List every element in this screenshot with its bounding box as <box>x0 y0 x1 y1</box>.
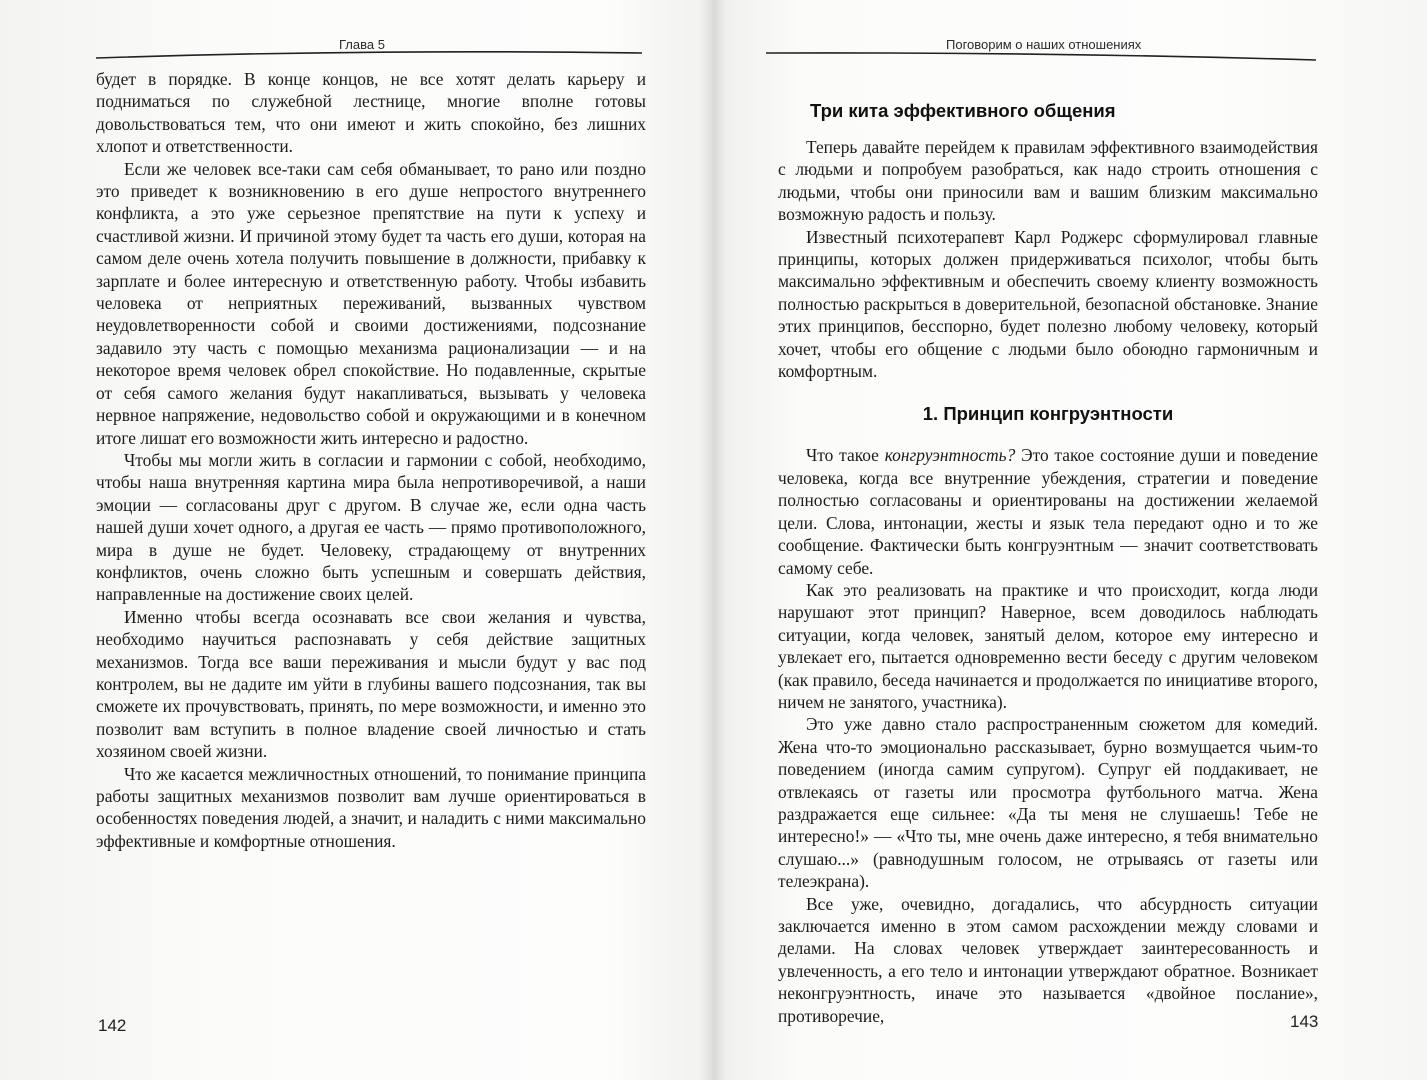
paragraph <box>778 444 1318 578</box>
paragraph: Известный психотерапевт Карл Роджерс сформулировал главные принципы, которых должен придерживаться психолог, чтобы быть максимально эффективным и обеспечить своему клиенту возможность полностью раскрыться в доверительной, безопасной обстановке. Знание этих принципов, бесспорно, будет полезно любому человеку, который хочет, чтобы его общение с людьми было обоюдно гармоничным и комфортным. <box>778 226 1318 382</box>
left-body-text <box>96 68 646 852</box>
right-content <box>778 96 1318 1027</box>
section-title: Три кита эффективного общения <box>810 100 1116 121</box>
paragraph: Что же касается межличностных отношений, то понимание принципа работы защитных механизмов позволит вам лучше ориентироваться в особенностях поведения людей, а значит, и наладить с ними максимально эффективные и комфортные отношения. <box>96 763 646 851</box>
principle-text <box>778 444 1318 1027</box>
right-page-number: 143 <box>1290 1012 1319 1031</box>
paragraph: будет в порядке. В конце концов, не все хотят делать карьеру и подниматься по служебной лестнице, многие вполне готовы довольствоваться тем, что они имеют и жить спокойно, без лишних хлопот и ответственности. <box>96 69 646 157</box>
paragraph-rest: Это такое состояние души и поведение человека, когда все внутренние убеждения, стратегии и поведение полностью согласованы и ориентированы на достижении желаемой цели. Слова, интонации, жесты и язык тела передают одно и то же сообщение. Фактически быть конгруэнтным — значит соответствовать самому себе. <box>778 445 1318 578</box>
left-page <box>0 0 712 1080</box>
right-running-head: Поговорим о наших отношениях <box>946 37 1142 52</box>
lead-text: Что такое <box>806 445 885 466</box>
paragraph: Именно чтобы всегда осознавать все свои желания и чувства, необходимо научиться распознавать у себя действие защитных механизмов. Тогда все ваши переживания и мысли будут у вас под контролем, вы не дадите им уйти в глубины вашего подсознания, так вы сможете их прочувствовать, принять, по мере возможности, и именно это позволит вам вступить в полное владение своей личностью и стать хозяином своей жизни. <box>96 606 646 762</box>
subsection-title: 1. Принцип конгруэнтности <box>922 403 1174 425</box>
paragraph: Если же человек все-таки сам себя обманывает, то рано или поздно это приведет к возникновению в его душе непростого внутреннего конфликта, а это уже серьезное препятствие на пути к успеху и счастливой жизни. И причиной этому будет та часть его души, которая на самом деле очень хотела получить повышение в должности, прибавку к зарплате и более интересную и ответственную работу. Чтобы избавить человека от неприятных переживаний, вызванных чувством неудовлетворенности собой и своими достижениями, подсознание задавило эту часть с помощью механизма рационализации — и на некоторое время человек обрел спокойствие. Но подавленные, скрытые от себя самого желания будут накапливаться, вызывать у человека нервное напряжение, недовольство собой и окружающими и в конечном итоге лишат его возможности жить интересно и радостно. <box>96 158 646 448</box>
left-running-head: Глава 5 <box>339 37 385 52</box>
left-page-number: 142 <box>98 1016 127 1035</box>
book-gutter-shadow <box>700 0 726 1080</box>
paragraph: Теперь давайте перейдем к правилам эффективного взаимодействия с людьми и попробуем разобраться, как надо строить отношения с людьми, чтобы они приносили вам и вашим близким максимально возможную радость и пользу. <box>778 137 1318 225</box>
intro-text <box>778 136 1318 382</box>
paragraph: Чтобы мы могли жить в согласии и гармонии с собой, необходимо, чтобы наша внутренняя картина мира была непротиворечивой, а наши эмоции — согласованы друг с другом. В случае же, если одна часть нашей души хочет одного, а другая ее часть — прямо противоположного, мира в душе не будет. Человеку, страдающему от внутренних конфликтов, очень сложно быть успешным и совершать действия, направленные на достижение своих целей. <box>96 449 646 605</box>
paragraph: Это уже давно стало распространенным сюжетом для комедий. Жена что-то эмоционально рассказывает, бурно возмущается чьим-то поведением (иногда самим супругом). Супруг ей поддакивает, не отвлекаясь от газеты или просмотра футбольного матча. Жена раздражается еще сильнее: «Да ты меня не слушаешь! Тебе не интересно!» — «Что ты, мне очень даже интересно, я тебя внимательно слушаю...» (равнодушным голосом, не отрываясь от газеты или телеэкрана). <box>778 714 1318 892</box>
paragraph: Все уже, очевидно, догадались, что абсурдность ситуации заключается именно в этом самом расхождении между словами и делами. На словах человек утверждает заинтересованность и увлеченность, а его тело и интонации утверждают обратное. Возникает неконгруэнтность, иначе это называется «двойное послание», противоречие, <box>778 893 1318 1026</box>
left-header-rule <box>96 48 642 64</box>
paragraph: Как это реализовать на практике и что происходит, когда люди нарушают этот принцип? Наверное, всем доводилось наблюдать ситуации, когда человек, занятый делом, которое ему интересно и увлекает его, пытается одновременно вести беседу с другим человеком (как правило, беседа начинается и продолжается по инициативе второго, ничем не занятого, участника). <box>778 579 1318 712</box>
right-header-rule <box>766 48 1316 64</box>
italic-term: конгруэнтность? <box>884 445 1016 466</box>
